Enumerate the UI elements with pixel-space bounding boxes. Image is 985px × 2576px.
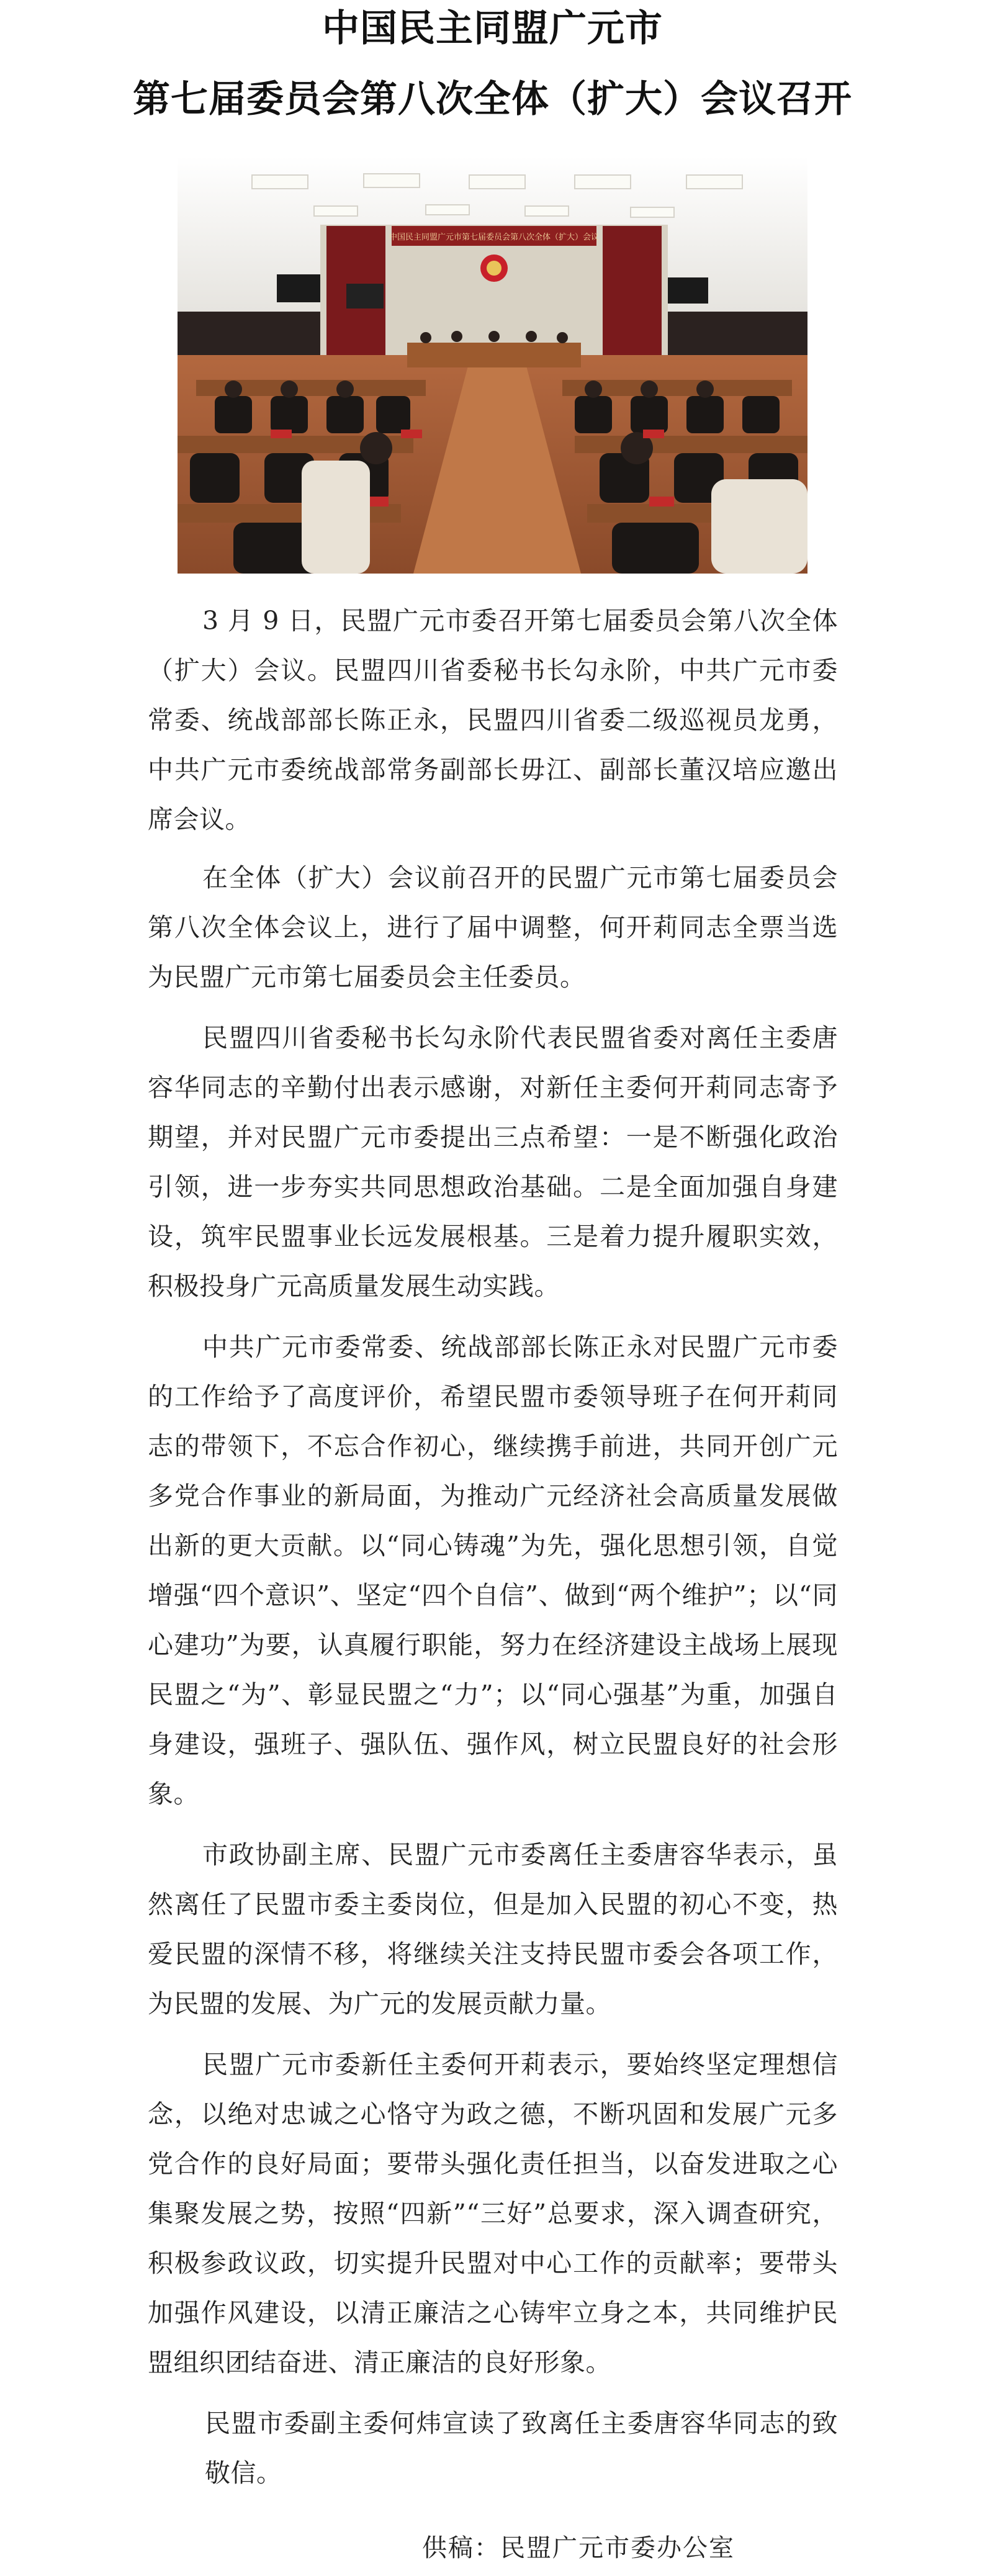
paragraph-3: 民盟四川省委秘书长勾永阶代表民盟省委对离任主委唐容华同志的辛勤付出表示感谢，对新任主委何开莉同志寄予期望，并对民盟广元市委提出三点希望：一是不断强化政治引领，进一步夯实共同思想政治基础。二是全面加强自身建设，筑牢民盟事业长远发展根基。三是着力提升履职实效，积极投身广元高质量发展生动实践。 bbox=[148, 1023, 838, 1301]
meeting-photo bbox=[178, 156, 807, 574]
paragraph-6: 民盟广元市委新任主委何开莉表示，要始终坚定理想信念，以绝对忠诚之心恪守为政之德，不断巩固和发展广元多党合作的良好局面；要带头强化责任担当，以奋发进取之心集聚发展之势，按照“四新”“三好”总要求，深入调查研究，积极参政议政，切实提升民盟对中心工作的贡献率；要带头加强作风建设，以清正廉洁之心铸牢立身之本，共同维护民盟组织团结奋进、清正廉洁的良好形象。 bbox=[148, 2050, 838, 2377]
paragraph-4: 中共广元市委常委、统战部部长陈正永对民盟广元市委的工作给予了高度评价，希望民盟市委领导班子在何开莉同志的带领下，不忘合作初心，继续携手前进，共同开创广元多党合作事业的新局面，为推动广元经济社会高质量发展做出新的更大贡献。以“同心铸魂”为先，强化思想引领，自觉增强“四个意识”、坚定“四个自信”、做到“两个维护”；以“同心建功”为要，认真履行职能，努力在经济建设主战场上展现民盟之“为”、彰显民盟之“力”；以“同心强基”为重，加强自身建设，强班子、强队伍、强作风，树立民盟良好的社会形象。 bbox=[148, 1332, 838, 1809]
paragraph-5: 市政协副主席、民盟广元市委离任主委唐容华表示，虽然离任了民盟市委主委岗位，但是加入民盟的初心不变，热爱民盟的深情不移，将继续关注支持民盟市委会各项工作，为民盟的发展、为广元的发展贡献力量。 bbox=[148, 1840, 838, 2019]
article-source: 供稿：民盟广元市委办公室 bbox=[422, 2534, 735, 2562]
paragraph-7: 民盟市委副主委何炜宣读了致离任主委唐容华同志的致敬信。 bbox=[205, 2408, 838, 2488]
meeting-photo-illustration bbox=[178, 156, 807, 574]
meeting-banner-text: 中国民主同盟广元市第七届委员会第八次全体（扩大）会议 bbox=[389, 232, 600, 241]
article-title-line-1: 中国民主同盟广元市 bbox=[322, 7, 663, 50]
paragraph-2: 在全体（扩大）会议前召开的民盟广元市第七届委员会第八次全体会议上，进行了届中调整，何开莉同志全票当选为民盟广元市第七届委员会主任委员。 bbox=[148, 863, 838, 992]
article-header bbox=[0, 0, 985, 124]
paragraph-1: 3 月 9 日，民盟广元市委召开第七届委员会第八次全体（扩大）会议。民盟四川省委秘书长勾永阶，中共广元市委常委、统战部部长陈正永，民盟四川省委二级巡视员龙勇，中共广元市委统战部常务副部长毋江、副部长董汉培应邀出席会议。 bbox=[148, 606, 838, 834]
article-body bbox=[148, 596, 838, 2509]
article-title-line-2: 第七届委员会第八次全体（扩大）会议召开 bbox=[133, 78, 852, 121]
